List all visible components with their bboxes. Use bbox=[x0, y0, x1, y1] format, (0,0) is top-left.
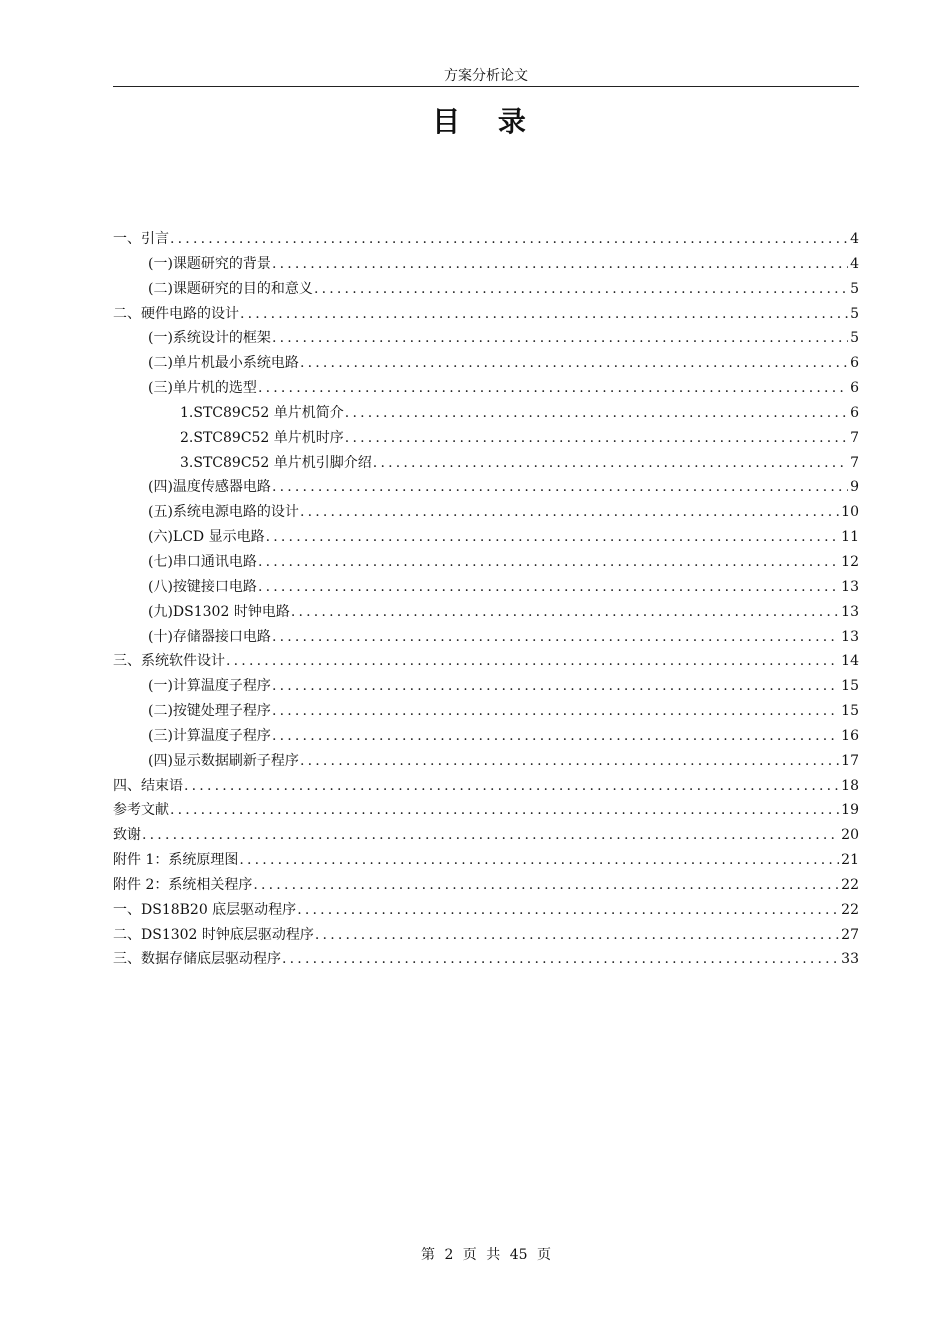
page-title: 目 录 bbox=[432, 105, 540, 138]
toc-dot-leader bbox=[272, 699, 839, 724]
toc-entry-label: 致谢 bbox=[113, 827, 141, 844]
toc-entry-page: 5 bbox=[850, 330, 859, 347]
toc-entry[interactable] bbox=[113, 451, 859, 476]
toc-dot-leader bbox=[314, 277, 848, 302]
toc-dot-leader bbox=[373, 451, 848, 476]
toc-entry-label: (二)按键处理子程序 bbox=[148, 703, 271, 720]
header-rule bbox=[113, 86, 859, 87]
toc-entry-label: 三、系统软件设计 bbox=[113, 653, 225, 670]
toc-entry-page: 17 bbox=[841, 752, 859, 769]
toc-entry-page: 33 bbox=[841, 951, 859, 968]
toc-entry-page: 13 bbox=[841, 603, 859, 620]
toc-dot-leader bbox=[258, 575, 839, 600]
toc-entry-label: (九)DS1302 时钟电路 bbox=[148, 603, 290, 620]
toc-dot-leader bbox=[258, 550, 839, 575]
toc-entry-label: (四)温度传感器电路 bbox=[148, 479, 271, 496]
toc-dot-leader bbox=[184, 774, 839, 799]
toc-dot-leader bbox=[282, 947, 839, 972]
toc-entry-page: 5 bbox=[850, 280, 859, 297]
toc-entry[interactable] bbox=[113, 401, 859, 426]
toc-entry-label: 二、硬件电路的设计 bbox=[113, 305, 239, 322]
toc-entry-label: (六)LCD 显示电路 bbox=[148, 529, 265, 546]
toc-entry-label: (二)课题研究的目的和意义 bbox=[148, 280, 313, 297]
toc-entry-page: 16 bbox=[841, 727, 859, 744]
toc-entry[interactable] bbox=[113, 774, 859, 799]
toc-dot-leader bbox=[272, 625, 839, 650]
toc-entry-label: 附件 1：系统原理图 bbox=[113, 852, 239, 869]
toc-entry-label: 三、数据存储底层驱动程序 bbox=[113, 951, 281, 968]
toc-entry-page: 22 bbox=[841, 901, 859, 918]
toc-entry-label: (一)计算温度子程序 bbox=[148, 678, 271, 695]
toc-entry[interactable] bbox=[113, 699, 859, 724]
toc-dot-leader bbox=[253, 873, 839, 898]
toc-dot-leader bbox=[300, 500, 839, 525]
toc-entry[interactable] bbox=[113, 674, 859, 699]
toc-entry-page: 4 bbox=[850, 255, 859, 272]
toc-entry-page: 10 bbox=[841, 504, 859, 521]
toc-dot-leader bbox=[297, 898, 839, 923]
toc-entry[interactable] bbox=[113, 227, 859, 252]
toc-entry-label: (三)单片机的选型 bbox=[148, 380, 257, 397]
toc-entry-label: 一、引言 bbox=[113, 231, 169, 247]
toc-entry[interactable] bbox=[113, 600, 859, 625]
toc-entry-label: 附件 2：系统相关程序 bbox=[113, 876, 253, 893]
toc-entry[interactable] bbox=[113, 376, 859, 401]
toc-dot-leader bbox=[272, 674, 839, 699]
table-of-contents bbox=[113, 227, 859, 972]
toc-dot-leader bbox=[266, 525, 840, 550]
toc-dot-leader bbox=[272, 724, 839, 749]
toc-dot-leader bbox=[291, 600, 839, 625]
toc-entry-page: 13 bbox=[841, 628, 859, 645]
toc-entry[interactable] bbox=[113, 823, 859, 848]
toc-entry[interactable] bbox=[113, 947, 859, 972]
toc-entry[interactable] bbox=[113, 625, 859, 650]
toc-dot-leader bbox=[345, 426, 848, 451]
toc-entry[interactable] bbox=[113, 749, 859, 774]
toc-dot-leader bbox=[345, 401, 848, 426]
toc-entry-label: 四、结束语 bbox=[113, 777, 183, 794]
toc-entry-page: 20 bbox=[841, 827, 859, 844]
toc-entry[interactable] bbox=[113, 550, 859, 575]
toc-entry-page: 13 bbox=[841, 578, 859, 595]
toc-entry[interactable] bbox=[113, 302, 859, 327]
toc-entry-page: 15 bbox=[841, 678, 859, 695]
toc-entry-page: 21 bbox=[841, 852, 859, 869]
toc-entry-label: (七)串口通讯电路 bbox=[148, 553, 257, 570]
toc-entry[interactable] bbox=[113, 277, 859, 302]
toc-entry-page: 4 bbox=[850, 231, 859, 247]
toc-entry-label: 2.STC89C52 单片机时序 bbox=[180, 429, 344, 446]
toc-entry-label: (二)单片机最小系统电路 bbox=[148, 355, 299, 372]
toc-entry-page: 15 bbox=[841, 703, 859, 720]
toc-entry-label: (五)系统电源电路的设计 bbox=[148, 504, 299, 521]
toc-dot-leader bbox=[239, 848, 839, 873]
toc-entry-page: 6 bbox=[850, 380, 859, 397]
toc-dot-leader bbox=[142, 823, 839, 848]
toc-dot-leader bbox=[170, 798, 839, 823]
toc-entry-label: 3.STC89C52 单片机引脚介绍 bbox=[180, 454, 372, 471]
toc-entry-label: 二、DS1302 时钟底层驱动程序 bbox=[113, 926, 314, 943]
toc-dot-leader bbox=[258, 376, 848, 401]
toc-entry-page: 5 bbox=[850, 305, 859, 322]
toc-entry[interactable] bbox=[113, 351, 859, 376]
page-footer: 第 2 页 共 45 页 bbox=[421, 1247, 551, 1263]
toc-entry-label: 一、DS18B20 底层驱动程序 bbox=[113, 901, 297, 918]
toc-dot-leader bbox=[240, 302, 848, 327]
toc-entry-page: 7 bbox=[850, 454, 859, 471]
toc-entry-page: 12 bbox=[841, 553, 859, 570]
toc-entry[interactable] bbox=[113, 873, 859, 898]
toc-entry-label: 1.STC89C52 单片机简介 bbox=[180, 404, 344, 421]
toc-entry-page: 27 bbox=[841, 926, 859, 943]
toc-dot-leader bbox=[272, 252, 848, 277]
toc-entry[interactable] bbox=[113, 525, 859, 550]
toc-entry[interactable] bbox=[113, 252, 859, 277]
toc-entry-page: 6 bbox=[850, 404, 859, 421]
toc-dot-leader bbox=[170, 227, 848, 252]
toc-dot-leader bbox=[272, 475, 848, 500]
toc-entry-label: (一)系统设计的框架 bbox=[148, 330, 271, 347]
toc-entry-page: 19 bbox=[841, 802, 859, 819]
toc-entry[interactable] bbox=[113, 326, 859, 351]
running-header: 方案分析论文 bbox=[444, 68, 528, 84]
toc-entry[interactable] bbox=[113, 798, 859, 823]
toc-entry-label: 参考文献 bbox=[113, 802, 169, 819]
toc-entry-label: (八)按键接口电路 bbox=[148, 578, 257, 595]
toc-entry-page: 18 bbox=[841, 777, 859, 794]
toc-entry-page: 9 bbox=[850, 479, 859, 496]
toc-dot-leader bbox=[315, 923, 839, 948]
toc-entry[interactable] bbox=[113, 500, 859, 525]
toc-entry-page: 14 bbox=[841, 653, 859, 670]
toc-entry-label: (三)计算温度子程序 bbox=[148, 727, 271, 744]
toc-entry[interactable] bbox=[113, 475, 859, 500]
toc-dot-leader bbox=[300, 351, 848, 376]
toc-entry[interactable] bbox=[113, 923, 859, 948]
toc-entry-label: (一)课题研究的背景 bbox=[148, 255, 271, 272]
toc-entry-page: 22 bbox=[841, 876, 859, 893]
toc-entry-label: (四)显示数据刷新子程序 bbox=[148, 752, 299, 769]
toc-entry[interactable] bbox=[113, 724, 859, 749]
toc-entry[interactable] bbox=[113, 575, 859, 600]
toc-entry-page: 11 bbox=[841, 529, 859, 546]
toc-entry[interactable] bbox=[113, 848, 859, 873]
toc-entry[interactable] bbox=[113, 426, 859, 451]
toc-entry-page: 7 bbox=[850, 429, 859, 446]
toc-entry-label: (十)存储器接口电路 bbox=[148, 628, 271, 645]
toc-entry[interactable] bbox=[113, 649, 859, 674]
toc-entry-page: 6 bbox=[850, 355, 859, 372]
toc-dot-leader bbox=[226, 649, 839, 674]
toc-dot-leader bbox=[300, 749, 839, 774]
toc-dot-leader bbox=[272, 326, 848, 351]
toc-entry[interactable] bbox=[113, 898, 859, 923]
